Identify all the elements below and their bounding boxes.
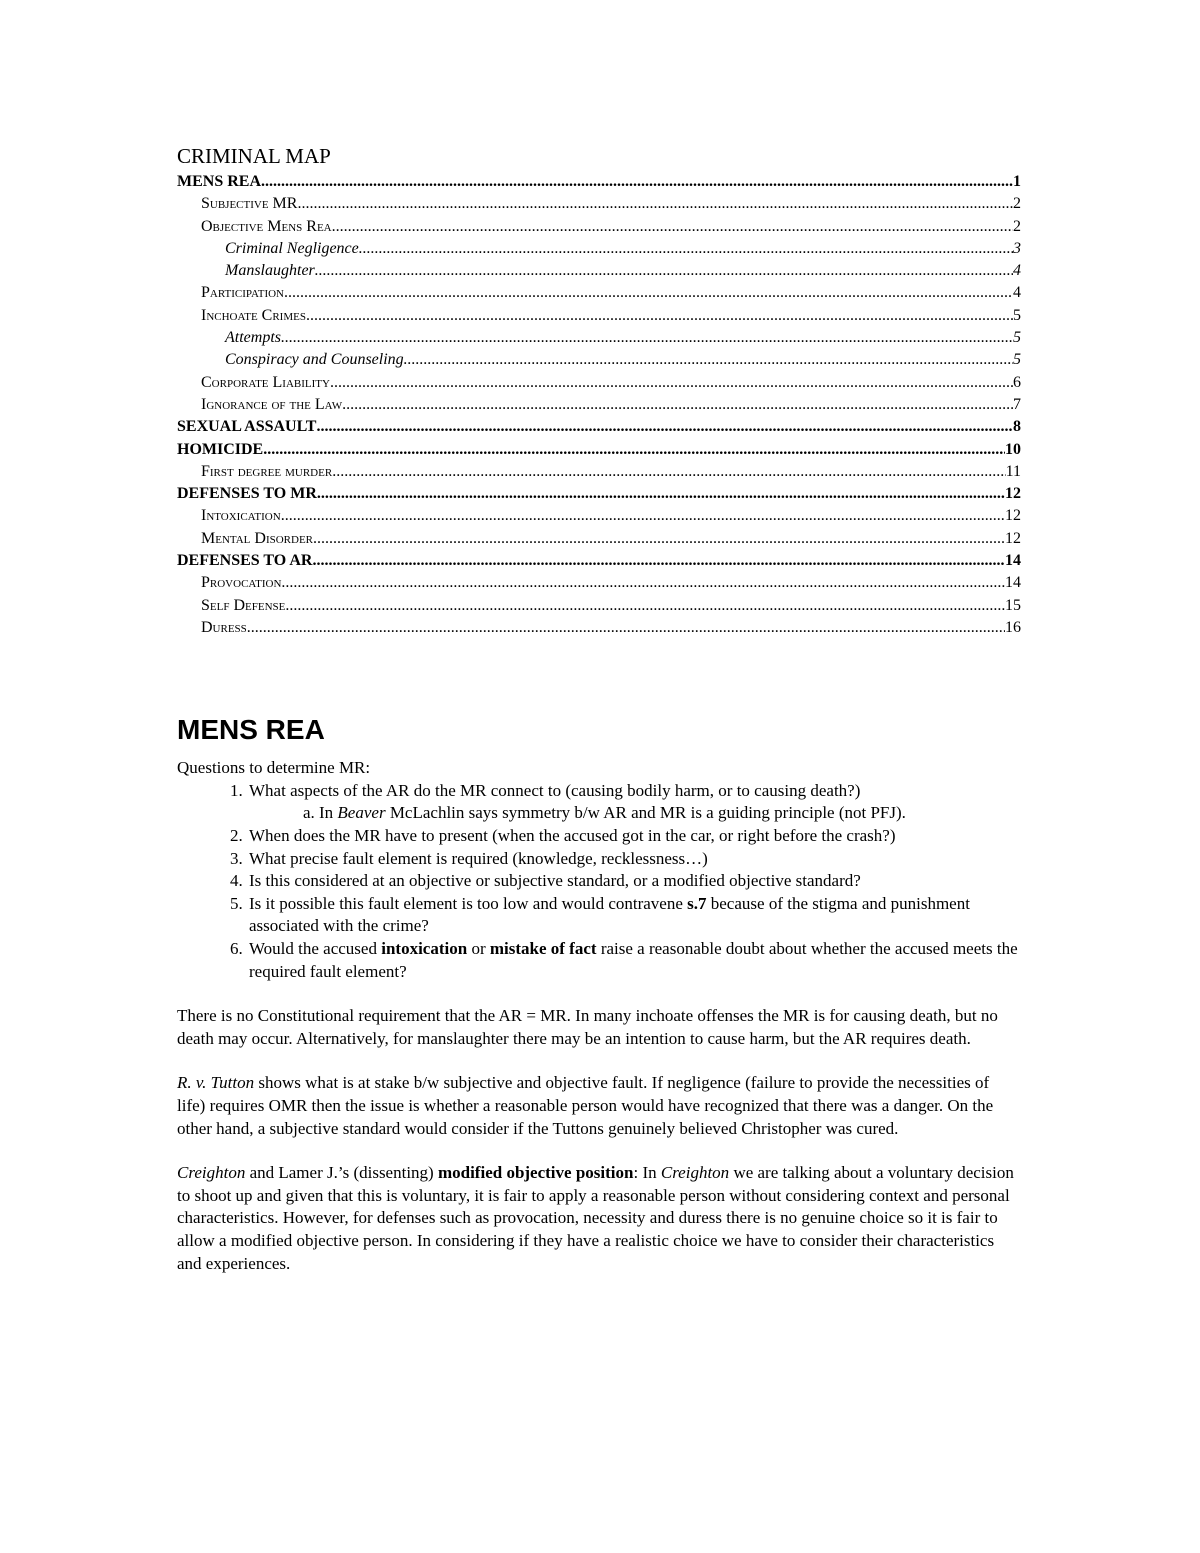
toc-entry-label: SEXUAL ASSAULT <box>177 418 317 436</box>
toc-entry-label: Ignorance of the Law <box>201 395 343 413</box>
case-name: Creighton <box>660 1163 730 1183</box>
toc-leader-dots <box>261 171 1013 193</box>
toc-entry-label: Mental Disorder <box>201 529 314 547</box>
toc-entry[interactable] <box>177 439 1021 461</box>
toc-entry[interactable] <box>177 372 1021 394</box>
sub-list <box>249 802 1021 825</box>
toc-leader-dots <box>284 282 1013 304</box>
toc-leader-dots <box>316 416 1013 438</box>
list-item: a. In Beaver McLachlin says symmetry b/w AR and MR is a guiding principle (not PFJ). <box>319 802 1021 825</box>
toc-leader-dots <box>263 439 1005 461</box>
toc-entry[interactable] <box>177 505 1021 527</box>
toc-leader-dots <box>359 238 1013 260</box>
toc-entry-page: 5 <box>1013 306 1021 324</box>
toc-entry-label: DEFENSES TO MR <box>177 485 317 503</box>
toc-leader-dots <box>306 305 1013 327</box>
toc-leader-dots <box>404 349 1013 371</box>
toc-entry[interactable] <box>177 528 1021 550</box>
case-name: R. v. Tutton <box>177 1073 255 1093</box>
toc-entry-page: 14 <box>1005 574 1021 592</box>
toc-leader-dots <box>312 550 1005 572</box>
toc-entry-page: 12 <box>1005 507 1021 525</box>
toc-entry-page: 16 <box>1005 618 1021 636</box>
toc-title: CRIMINAL MAP <box>177 144 331 168</box>
toc-entry-page: 3 <box>1013 239 1021 257</box>
toc-entry-page: 10 <box>1005 440 1021 458</box>
toc-entry[interactable] <box>177 238 1021 260</box>
toc-leader-dots <box>317 483 1005 505</box>
case-name: Creighton <box>177 1163 246 1183</box>
list-item: 1. What aspects of the AR do the MR connect to (causing bodily harm, or to causing death?) a. In Beaver McLachlin says symmetry b/w AR and MR is a guiding principle (not PFJ). <box>247 780 1021 825</box>
toc-entry[interactable] <box>177 550 1021 572</box>
case-name: Beaver <box>337 803 386 823</box>
toc-leader-dots <box>285 595 1005 617</box>
toc-entry-page: 15 <box>1005 596 1021 614</box>
toc-entry-label: Corporate Liability <box>201 373 330 391</box>
toc-entry-page: 12 <box>1005 485 1021 503</box>
toc-entry-page: 4 <box>1013 284 1021 302</box>
toc-entry[interactable] <box>177 216 1021 238</box>
toc-leader-dots <box>332 216 1013 238</box>
toc-entry[interactable] <box>177 193 1021 215</box>
toc-entry[interactable] <box>177 260 1021 282</box>
toc-leader-dots <box>281 572 1005 594</box>
toc-entry-label: HOMICIDE <box>177 440 264 458</box>
toc-entry-page: 11 <box>1005 462 1021 480</box>
toc-entry-label: DEFENSES TO AR <box>177 552 313 570</box>
toc-entry-label: Duress <box>201 618 247 636</box>
toc-leader-dots <box>281 505 1005 527</box>
toc-entry[interactable] <box>177 349 1021 371</box>
toc-entry-label: Participation <box>201 284 285 302</box>
paragraph-constitutional: There is no Constitutional requirement that the AR = MR. In many inchoate offenses the MR is for causing death, but no death may occur. Alternatively, for manslaughter there may be an intention to cause harm, but the AR requires death. <box>177 1006 998 1048</box>
toc-entry-label: Provocation <box>201 574 282 592</box>
toc-entry-label: Intoxication <box>201 507 281 525</box>
toc-entry[interactable] <box>177 617 1021 639</box>
toc-entry-label: Attempts <box>225 329 281 347</box>
toc-entry-label: Subjective MR <box>201 195 298 213</box>
intro-line: Questions to determine MR: <box>177 758 371 778</box>
document-page <box>177 143 1021 1275</box>
toc-entry-page: 12 <box>1005 529 1021 547</box>
questions-list <box>177 780 1021 983</box>
list-item: 4. Is this considered at an objective or subjective standard, or a modified objective standard? <box>247 870 1021 893</box>
toc-entry-page: 4 <box>1013 262 1021 280</box>
toc-entry-label: Self Defense <box>201 596 286 614</box>
toc-entry-page: 5 <box>1013 351 1021 369</box>
toc-entry-label: Manslaughter <box>225 262 315 280</box>
toc-entry[interactable] <box>177 572 1021 594</box>
toc-entry-page: 2 <box>1013 217 1021 235</box>
toc-entry-label: Objective Mens Rea <box>201 217 332 235</box>
toc-entry-page: 14 <box>1005 552 1021 570</box>
toc-entry[interactable] <box>177 171 1021 193</box>
toc-entry[interactable] <box>177 394 1021 416</box>
list-item: 2. When does the MR have to present (when the accused got in the car, or right before the crash?) <box>247 825 1021 848</box>
table-of-contents <box>177 171 1021 639</box>
toc-entry-page: 8 <box>1013 418 1021 436</box>
list-item: 3. What precise fault element is required (knowledge, recklessness…) <box>247 848 1021 871</box>
toc-entry-page: 1 <box>1013 173 1021 190</box>
toc-entry[interactable] <box>177 305 1021 327</box>
toc-entry-label: MENS REA <box>177 173 262 190</box>
list-item: 6. Would the accused intoxication or mistake of fact raise a reasonable doubt about whether the accused meets the required fault element? <box>247 938 1021 983</box>
toc-entry-page: 7 <box>1013 395 1021 413</box>
toc-leader-dots <box>297 193 1013 215</box>
toc-entry-label: Criminal Negligence <box>225 239 359 257</box>
paragraph-creighton: Creighton and Lamer J.’s (dissenting) modified objective position: In Creighton we are talking about a voluntary decision to shoot up and given that this is voluntary, it is fair to apply a reasonable person without considering context and personal characteristics. However, for defenses such as provocation, necessity and duress there is no genuine choice so it is fair to allow a modified objective person. In considering if they have a realistic choice we have to consider their characteristics and experiences. <box>177 1163 1014 1273</box>
toc-entry[interactable] <box>177 483 1021 505</box>
toc-leader-dots <box>247 617 1005 639</box>
toc-entry-page: 2 <box>1013 195 1021 213</box>
toc-entry[interactable] <box>177 595 1021 617</box>
toc-leader-dots <box>313 528 1005 550</box>
emphasis: mistake of fact <box>489 938 597 958</box>
toc-leader-dots <box>281 327 1013 349</box>
toc-entry-label: Inchoate Crimes <box>201 306 306 324</box>
toc-leader-dots <box>315 260 1013 282</box>
toc-leader-dots <box>342 394 1013 416</box>
list-item: 5. Is it possible this fault element is too low and would contravene s.7 because of the stigma and punishment associated with the crime? <box>247 893 1021 938</box>
paragraph-tutton: R. v. Tutton shows what is at stake b/w subjective and objective fault. If negligence (failure to provide the necessities of life) requires OMR then the issue is whether a reasonable person would have recognized that there was a danger. On the other hand, a subjective standard would consider if the Tuttons genuinely believed Christopher was cured. <box>177 1073 994 1138</box>
toc-leader-dots <box>330 372 1013 394</box>
emphasis: s.7 <box>687 893 707 913</box>
toc-entry[interactable] <box>177 461 1021 483</box>
toc-entry-label: First degree murder <box>201 462 333 480</box>
emphasis: intoxication <box>381 938 468 958</box>
toc-entry-page: 5 <box>1013 329 1021 347</box>
toc-entry-label: Conspiracy and Counseling <box>225 351 404 369</box>
toc-entry-page: 6 <box>1013 373 1021 391</box>
toc-entry[interactable] <box>177 327 1021 349</box>
section-heading: MENS REA <box>177 714 325 746</box>
section-body <box>177 757 1021 1275</box>
toc-entry[interactable] <box>177 282 1021 304</box>
toc-leader-dots <box>332 461 1005 483</box>
toc-entry[interactable] <box>177 416 1021 438</box>
emphasis: modified objective position <box>437 1163 634 1183</box>
